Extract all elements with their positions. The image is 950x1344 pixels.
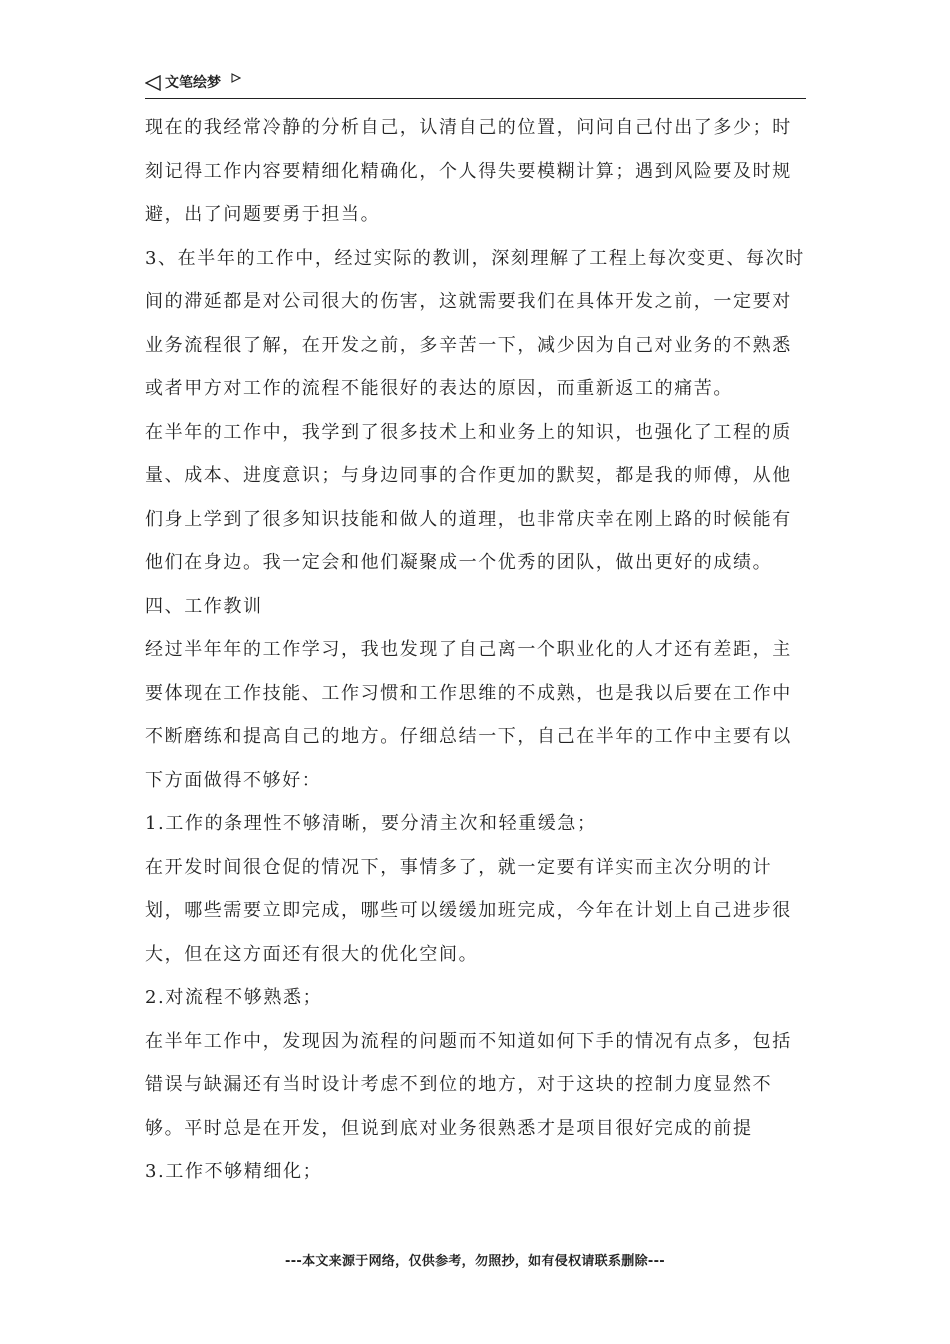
triangle-left-icon xyxy=(145,75,161,91)
paragraph-lessons-intro: 经过半年年的工作学习，我也发现了自己离一个职业化的人才还有差距，主要体现在工作技能、工作习惯和工作思维的不成熟，也是我以后要在工作中不断磨练和提高自己的地方。仔细总结一下，自己在半年的工作中主要有以下方面做得不够好： xyxy=(145,639,792,791)
triangle-right-icon xyxy=(231,73,241,83)
paragraph-half-year-gains: 在半年的工作中，我学到了很多技术上和业务上的知识，也强化了工程的质量、成本、进度意识；与身边同事的合作更加的默契，都是我的师傅，从他们身上学到了很多知识技能和做人的道理，也非常庆幸在刚上路的时候能有他们在身边。我一定会和他们凝聚成一个优秀的团队，做出更好的成绩。 xyxy=(145,421,792,573)
brand-name: 文笔绘梦 xyxy=(165,75,221,91)
footer-disclaimer: ---本文来源于网络，仅供参考，勿照抄，如有侵权请联系删除--- xyxy=(285,1254,665,1269)
section-heading-lessons: 四、工作教训 xyxy=(145,595,263,617)
lesson-item-2-title: 2.对流程不够熟悉； xyxy=(145,987,323,1008)
paragraph-self-reflection: 现在的我经常冷静的分析自己，认清自己的位置，问问自己付出了多少；时刻记得工作内容要精细化精确化，个人得失要模糊计算；遇到风险要及时规避，出了问题要勇于担当。 xyxy=(145,117,792,225)
lesson-item-3-title: 3.工作不够精细化； xyxy=(145,1161,323,1182)
paragraph-point-3: 3、在半年的工作中，经过实际的教训，深刻理解了工程上每次变更、每次时间的滞延都是对公司很大的伤害，这就需要我们在具体开发之前，一定要对业务流程很了解，在开发之前，多辛苦一下，减少因为自己对业务的不熟悉或者甲方对工作的流程不能很好的表达的原因，而重新返工的痛苦。 xyxy=(145,247,805,399)
page-header xyxy=(145,70,806,99)
lesson-item-1-detail: 在开发时间很仓促的情况下，事情多了，就一定要有详实而主次分明的计划，哪些需要立即完成，哪些可以缓缓加班完成，今年在计划上自己进步很大，但在这方面还有很大的优化空间。 xyxy=(145,856,792,965)
lesson-item-1-title: 1.工作的条理性不够清晰，要分清主次和轻重缓急； xyxy=(145,813,597,834)
lesson-item-2-detail: 在半年工作中，发现因为流程的问题而不知道如何下手的情况有点多，包括错误与缺漏还有当时设计考虑不到位的地方，对于这块的控制力度显然不够。平时总是在开发，但说到底对业务很熟悉才是项目很好完成的前提 xyxy=(145,1030,792,1139)
document-body xyxy=(145,106,807,1194)
